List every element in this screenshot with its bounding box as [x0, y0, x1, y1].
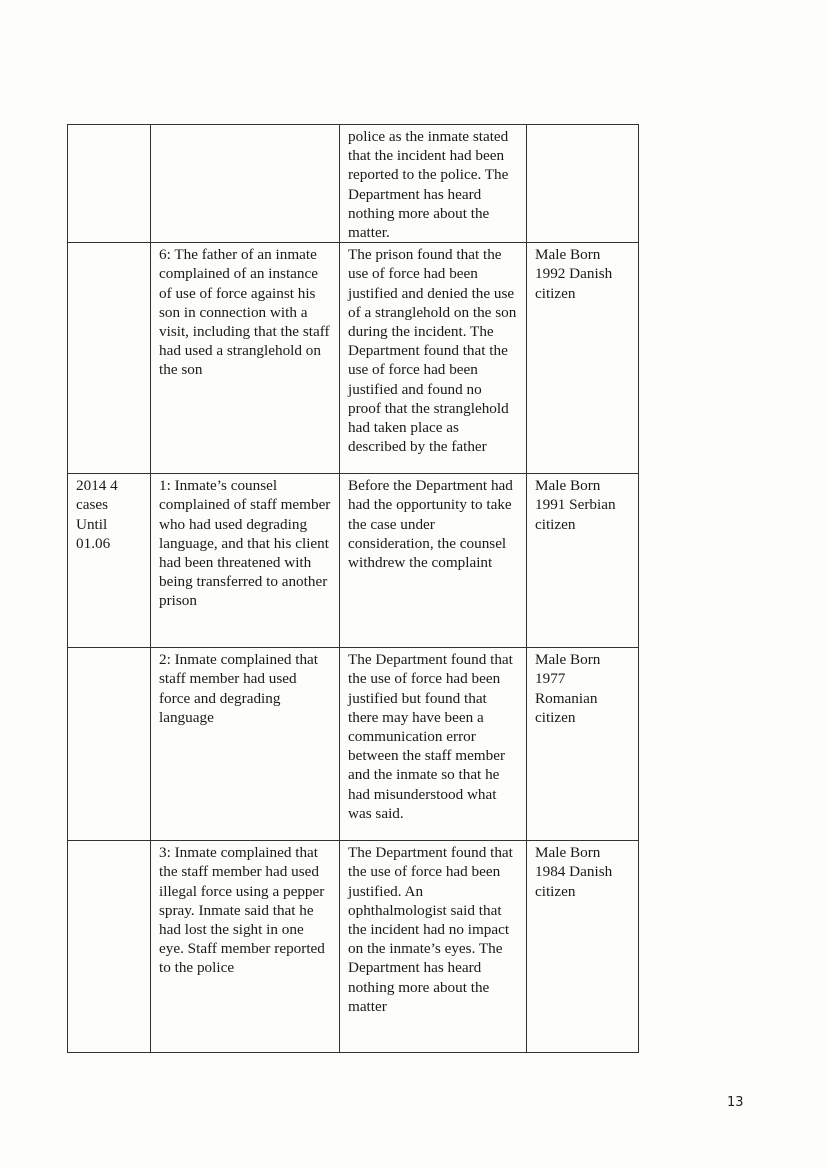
outcome-cell: The Department found that the use of force had been justified. An ophthalmologist said that the incident had no impact on the inmate’s eyes. The Department has heard nothing more about the matter [340, 841, 527, 1053]
outcome-cell: Before the Department had had the opportunity to take the case under consideration, the counsel withdrew the complaint [340, 474, 527, 648]
table-row [68, 474, 639, 648]
table-row [68, 125, 639, 243]
page-number: 13 [727, 1095, 744, 1110]
complaint-cell: 1: Inmate’s counsel complained of staff member who had used degrading language, and that his client had been threatened with being transferred to another prison [151, 474, 340, 648]
year-cell [68, 125, 151, 243]
profile-cell: Male Born 1991 Serbian citizen [527, 474, 639, 648]
outcome-cell: police as the inmate stated that the incident had been reported to the police. The Department has heard nothing more about the matter. [340, 125, 527, 243]
year-cell: 2014 4 cases Until 01.06 [68, 474, 151, 648]
complaints-table [67, 124, 639, 1053]
complaint-cell: 3: Inmate complained that the staff member had used illegal force using a pepper spray. Inmate said that he had lost the sight in one eye. Staff member reported to the police [151, 841, 340, 1053]
table-row [68, 243, 639, 474]
table-row [68, 841, 639, 1053]
year-cell [68, 841, 151, 1053]
complaint-cell: 2: Inmate complained that staff member had used force and degrading language [151, 648, 340, 841]
profile-cell: Male Born 1992 Danish citizen [527, 243, 639, 474]
outcome-cell: The prison found that the use of force had been justified and denied the use of a stranglehold on the son during the incident. The Department found that the use of force had been justified and found no proof that the stranglehold had taken place as described by the father [340, 243, 527, 474]
profile-cell: Male Born 1977 Romanian citizen [527, 648, 639, 841]
table-row [68, 648, 639, 841]
year-cell [68, 243, 151, 474]
profile-cell: Male Born 1984 Danish citizen [527, 841, 639, 1053]
outcome-cell: The Department found that the use of force had been justified but found that there may have been a communication error between the staff member and the inmate so that he had misunderstood what was said. [340, 648, 527, 841]
year-cell [68, 648, 151, 841]
complaint-cell [151, 125, 340, 243]
profile-cell [527, 125, 639, 243]
complaint-cell: 6: The father of an inmate complained of an instance of use of force against his son in connection with a visit, including that the staff had used a stranglehold on the son [151, 243, 340, 474]
